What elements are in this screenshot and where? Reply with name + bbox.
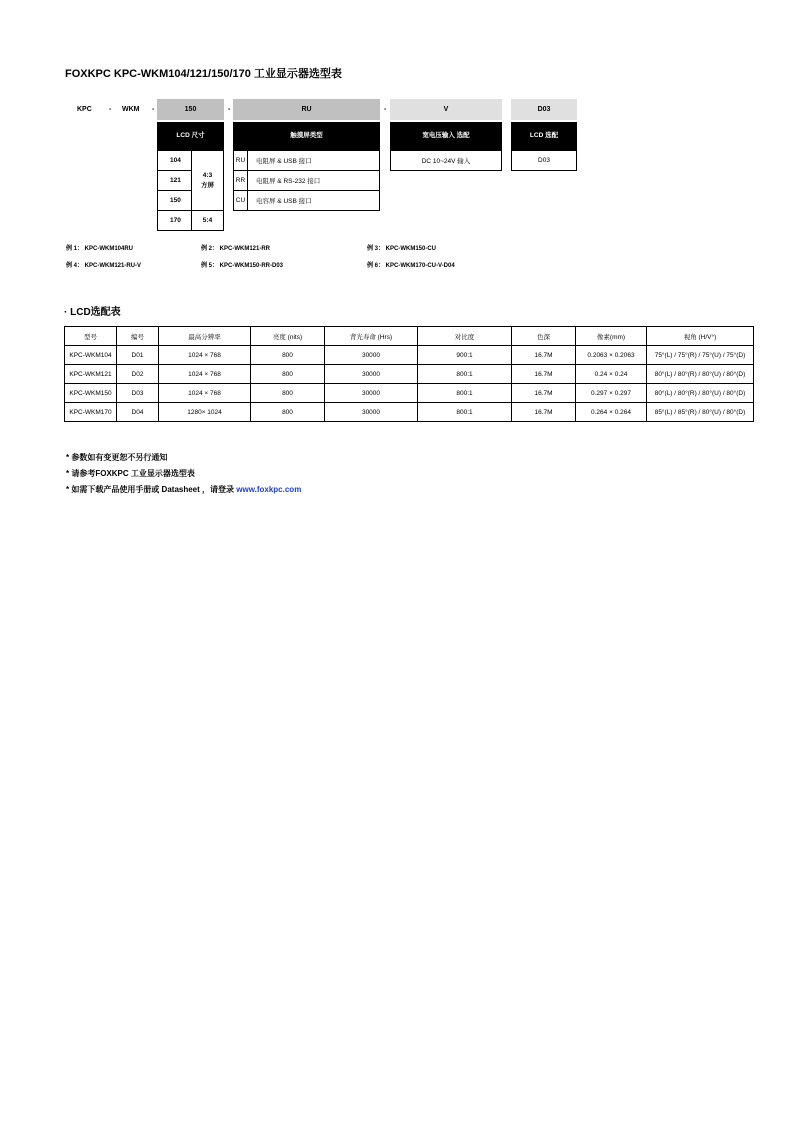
size-cell: 150 [157, 190, 192, 211]
table-cell: 800:1 [418, 365, 512, 384]
column-header: 亮度 (nits) [251, 327, 325, 346]
table-cell: 75°(L) / 75°(R) / 75°(U) / 75°(D) [647, 346, 754, 365]
lcd-option-cell: D03 [511, 150, 577, 171]
table-row [65, 384, 754, 403]
note-prefix: * 如需下载产品使用手册或 Datasheet ，请登录 [66, 485, 237, 494]
code-lcd-value: D03 [511, 99, 577, 120]
table-cell: KPC-WKM121 [65, 365, 117, 384]
page-title: FOXKPC KPC-WKM104/121/150/170 工业显示器选型表 [65, 68, 342, 80]
table-cell: 1024 × 768 [159, 365, 251, 384]
lcd-size-header: LCD 尺寸 [157, 122, 224, 150]
table-cell: 800:1 [418, 384, 512, 403]
table-cell: 30000 [325, 346, 418, 365]
touch-type-header: 触摸屏类型 [233, 122, 380, 150]
touch-desc-cell: 电容屏 & USB 接口 [247, 190, 380, 211]
table-cell: 80°(L) / 80°(R) / 80°(U) / 80°(D) [647, 365, 754, 384]
column-header: 对比度 [418, 327, 512, 346]
example-text: 例 4： KPC-WKM121-RU-V [66, 263, 142, 269]
note-text: * 请参考FOXKPC 工业显示器选型表 [66, 469, 195, 478]
code-dash: - [152, 106, 155, 113]
table-cell: D02 [117, 365, 159, 384]
code-dash: - [384, 106, 387, 113]
table-cell: KPC-WKM104 [65, 346, 117, 365]
table-cell: 0.297 × 0.297 [576, 384, 647, 403]
table-header-row [65, 327, 754, 346]
lcd-option-table [64, 326, 754, 422]
table-cell: 0.24 × 0.24 [576, 365, 647, 384]
table-cell: 16.7M [512, 384, 576, 403]
voltage-option-cell: DC 10~24V 输入 [390, 150, 502, 171]
table-cell: 16.7M [512, 365, 576, 384]
column-header: 视角 (H/V°) [647, 327, 754, 346]
table-row [65, 365, 754, 384]
touch-desc-cell: 电阻屏 & USB 接口 [247, 150, 380, 171]
table-cell: 85°(L) / 85°(R) / 80°(U) / 80°(D) [647, 403, 754, 422]
column-header: 色深 [512, 327, 576, 346]
table-cell: KPC-WKM170 [65, 403, 117, 422]
code-wkm: WKM [122, 106, 140, 113]
touch-code-cell: RU [233, 150, 248, 171]
code-kpc: KPC [77, 106, 92, 113]
code-touch-value: RU [233, 99, 380, 120]
table-cell: D03 [117, 384, 159, 403]
column-header: 编号 [117, 327, 159, 346]
table-cell: 800 [251, 384, 325, 403]
table-cell: KPC-WKM150 [65, 384, 117, 403]
column-header: 像素(mm) [576, 327, 647, 346]
code-voltage-value: V [390, 99, 502, 120]
code-size-value: 150 [157, 99, 224, 120]
table-cell: D01 [117, 346, 159, 365]
table-cell: 1024 × 768 [159, 384, 251, 403]
touch-desc-cell: 电阻屏 & RS-232 接口 [247, 170, 380, 191]
example-text: 例 5： KPC-WKM150-RR-D03 [201, 263, 284, 269]
note-text [66, 484, 301, 495]
table-cell: 800 [251, 346, 325, 365]
table-cell: 1280× 1024 [159, 403, 251, 422]
table-cell: 1024 × 768 [159, 346, 251, 365]
table-cell: 0.264 × 0.264 [576, 403, 647, 422]
example-text: 例 6： KPC-WKM170-CU-V-D04 [367, 263, 455, 269]
table-cell: 30000 [325, 365, 418, 384]
website-link[interactable]: www.foxkpc.com [236, 485, 302, 494]
column-header: 最高分辨率 [159, 327, 251, 346]
code-dash: - [228, 106, 231, 113]
table-cell: D04 [117, 403, 159, 422]
ratio-43-cell: 4:3 方屏 [191, 150, 224, 211]
column-header: 型号 [65, 327, 117, 346]
table-cell: 30000 [325, 384, 418, 403]
example-text: 例 3： KPC-WKM150-CU [367, 246, 437, 252]
table-cell: 30000 [325, 403, 418, 422]
touch-code-cell: RR [233, 170, 248, 191]
table-cell: 800:1 [418, 403, 512, 422]
table-cell: 16.7M [512, 346, 576, 365]
size-cell: 121 [157, 170, 192, 191]
table-row [65, 403, 754, 422]
lcd-section-title: · LCD选配表 [64, 307, 121, 318]
size-cell: 104 [157, 150, 192, 171]
table-cell: 800 [251, 403, 325, 422]
voltage-header: 宽电压输入 选配 [390, 122, 502, 150]
table-cell: 0.2063 × 0.2063 [576, 346, 647, 365]
table-cell: 800 [251, 365, 325, 384]
ratio-54-cell: 5:4 [191, 210, 224, 231]
table-cell: 80°(L) / 80°(R) / 80°(U) / 80°(D) [647, 384, 754, 403]
table-cell: 900:1 [418, 346, 512, 365]
table-row [65, 346, 754, 365]
size-cell: 170 [157, 210, 192, 231]
touch-code-cell: CU [233, 190, 248, 211]
column-header: 背光寿命 (Hrs) [325, 327, 418, 346]
note-text: * 参数如有变更恕不另行通知 [66, 453, 168, 462]
example-text: 例 1： KPC-WKM104RU [66, 246, 134, 252]
lcd-option-header: LCD 选配 [511, 122, 577, 150]
table-cell: 16.7M [512, 403, 576, 422]
code-dash: - [109, 106, 112, 113]
example-text: 例 2： KPC-WKM121-RR [201, 246, 271, 252]
